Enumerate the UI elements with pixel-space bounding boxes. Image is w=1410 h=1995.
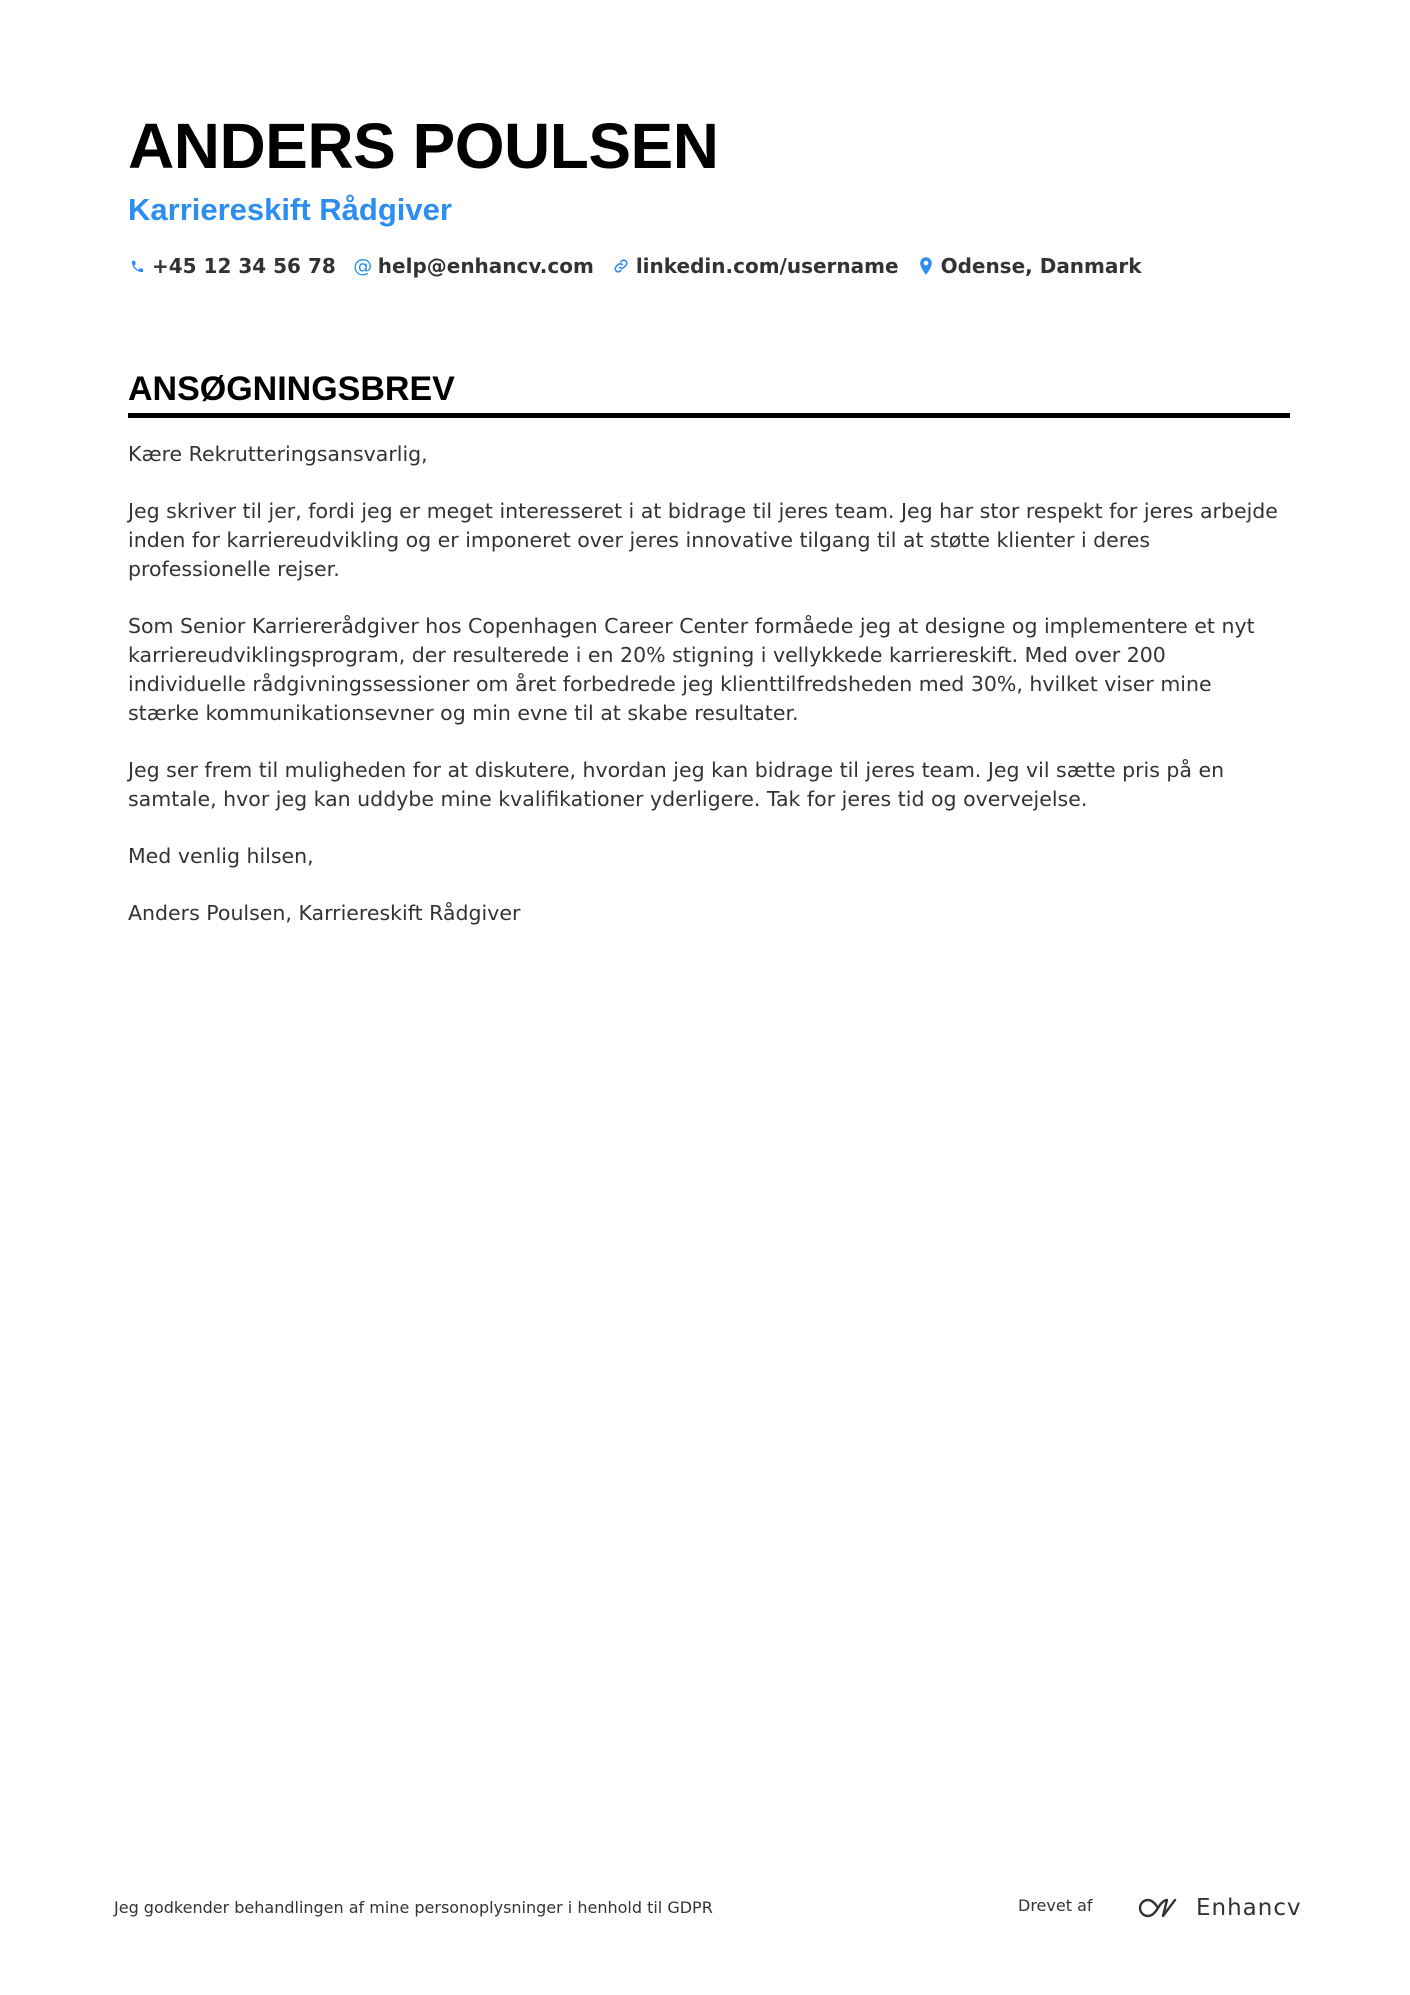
- contact-linkedin-text: linkedin.com/username: [635, 254, 899, 278]
- contact-linkedin[interactable]: [612, 254, 899, 278]
- cover-letter-section: [128, 368, 1290, 956]
- section-title: ANSØGNINGSBREV: [128, 368, 1290, 418]
- candidate-name: ANDERS POULSEN: [128, 110, 719, 182]
- contact-location: [917, 254, 1142, 278]
- letter-signature: Anders Poulsen, Karriereskift Rådgiver: [128, 901, 521, 925]
- enhancv-brand-link[interactable]: [1138, 1892, 1302, 1924]
- enhancv-brand-name: Enhancv: [1196, 1895, 1302, 1921]
- gdpr-consent-text: Jeg godkender behandlingen af mine personoplysninger i henhold til GDPR: [114, 1898, 713, 1917]
- header: [128, 108, 1288, 278]
- contact-email-text: help@enhancv.com: [377, 254, 594, 278]
- contact-location-text: Odense, Danmark: [940, 254, 1142, 278]
- letter-paragraph: Jeg ser frem til muligheden for at diskutere, hvordan jeg kan bidrage til jeres team. Jeg vil sætte pris på en samtale, hvor jeg kan uddybe mine kvalifikationer yderligere. Tak for jeres tid og overvejelse.: [128, 758, 1225, 811]
- letter-closing: Med venlig hilsen,: [128, 844, 314, 868]
- letter-paragraph: Som Senior Karriererådgiver hos Copenhagen Career Center formåede jeg at designe og implementere et nyt karriereudviklingsprogram, der resulterede i en 20% stigning i vellykkede karriereskift. Med over 200 individuelle rådgivningssessioner om året forbedrede jeg klienttilfredsheden med 30%, hvilket viser mine stærke kommunikationsevner og min evne til at skabe resultater.: [128, 614, 1255, 725]
- link-icon: [612, 256, 630, 276]
- contact-email[interactable]: [354, 254, 594, 278]
- candidate-title: Karriereskift Rådgiver: [128, 192, 452, 227]
- letter-greeting: Kære Rekrutteringsansvarlig,: [128, 442, 428, 466]
- phone-icon: [128, 256, 146, 276]
- letter-paragraph: Jeg skriver til jer, fordi jeg er meget interesseret i at bidrage til jeres team. Jeg har stor respekt for jeres arbejde inden for karriereudvikling og er imponeret over jeres innovative tilgang til at støtte klienter i deres professionelle rejser.: [128, 499, 1278, 581]
- location-pin-icon: [917, 256, 935, 276]
- contact-phone-text: +45 12 34 56 78: [152, 254, 336, 278]
- at-icon: @: [353, 255, 373, 277]
- contact-bar: [128, 254, 1288, 278]
- enhancv-logo-icon: [1138, 1895, 1184, 1921]
- letter-body: [128, 440, 1288, 928]
- footer: [114, 1892, 1302, 1924]
- contact-phone[interactable]: [128, 254, 336, 278]
- powered-by-label: Drevet af: [1018, 1896, 1093, 1915]
